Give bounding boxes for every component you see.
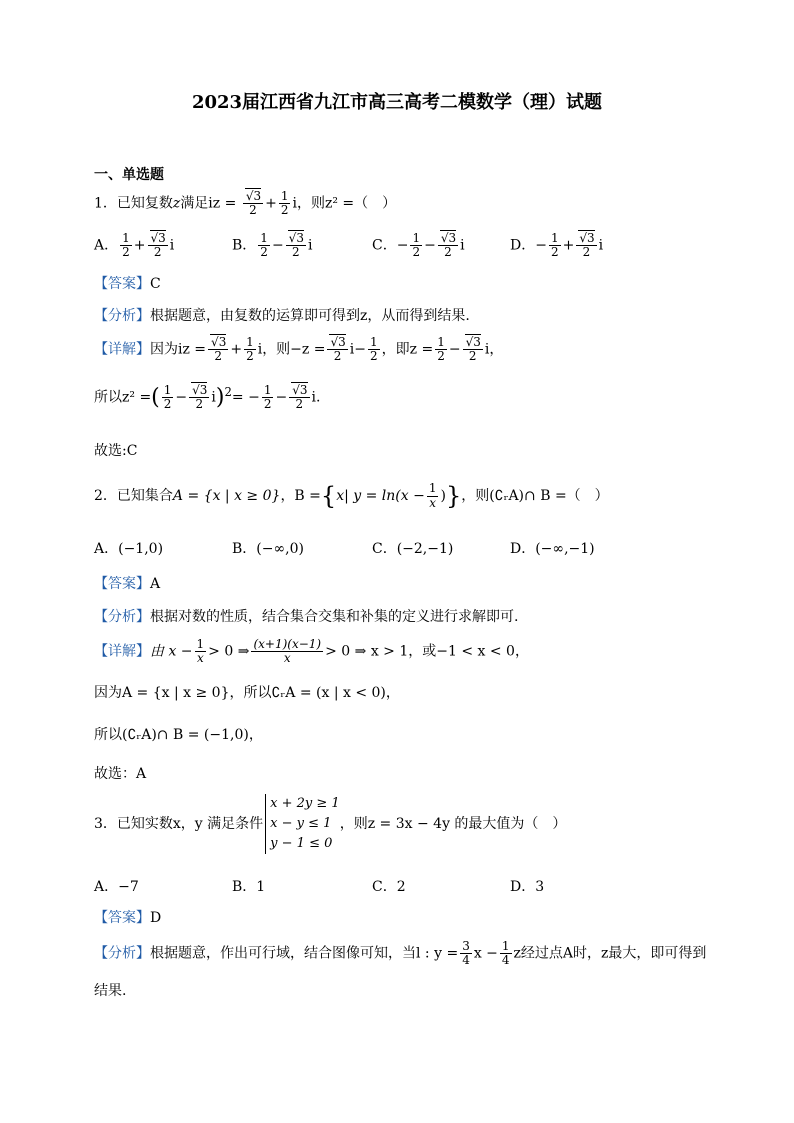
q1-option-b: B． $\frac{1}{2}$ − $\frac{√3}{2}$ i <box>232 231 313 260</box>
q2-answer: 【答案】A <box>94 576 161 592</box>
constraint-system: x + 2y ≥ 1 x − y ≤ 1 y − 1 ≤ 0 <box>265 794 340 854</box>
q2-detail-line3: 所以(∁ᵣA)∩ B = (−1,0)， <box>94 727 263 743</box>
q3-stem: 3．已知实数x，y 满足条件 x + 2y ≥ 1 x − y ≤ 1 y − 1 ≤ 0 ，则z = 3x − 4y 的最大值为（ ） <box>94 794 566 854</box>
q1-detail: 【详解】因为iz = $\frac{√3}{2}$ + $\frac{1}{2}$ i，则−z = $\frac{√3}{2}$ i− $\frac{1}{2}$ ，即z = $\frac{1}{2}$ − $\frac{√3}{2}$ i， <box>94 335 504 364</box>
page-title: 2023届江西省九江市高三高考二模数学（理）试题 <box>191 92 603 113</box>
q3-answer: 【答案】D <box>94 910 162 926</box>
q1-analysis: 【分析】根据题意，由复数的运算即可得到z，从而得到结果. <box>94 308 470 324</box>
q1-answer: 【答案】C <box>94 276 161 292</box>
q1-conclusion: 故选:C <box>94 443 138 459</box>
q2-option-c: C．(−2,−1) <box>372 541 454 557</box>
q3-option-a: A．−7 <box>94 879 139 895</box>
fraction: $\frac{1}{2}$ <box>280 189 289 218</box>
q3-analysis-line2: 结果. <box>94 983 127 999</box>
q3-option-d: D．3 <box>510 879 545 895</box>
q3-option-c: C．2 <box>372 879 406 895</box>
q1-option-a: A． $\frac{1}{2}$ + $\frac{√3}{2}$ i <box>94 231 175 260</box>
q2-option-b: B．(−∞,0) <box>232 541 304 557</box>
q2-option-a: A．(−1,0) <box>94 541 164 557</box>
q1-option-d: D．− $\frac{1}{2}$ + $\frac{√3}{2}$ i <box>510 231 604 260</box>
q2-detail: 【详解】由 x − $\frac{1}{x}$ > 0 ⇒ $\frac{(x+1)(x-1)}{x}$ > 0 ⇒ x > 1，或−1 < x < 0， <box>94 637 529 666</box>
q2-option-d: D．(−∞,−1) <box>510 541 595 557</box>
q3-analysis: 【分析】根据题意，作出可行域，结合图像可知，当l : y = $\frac{3}{4}$ x − $\frac{1}{4}$ z经过点A时，z最大，即可得到 <box>94 939 707 968</box>
q3-option-b: B．1 <box>232 879 266 895</box>
q1-stem: 1．已知复数z满足iz = $\frac{√3}{2}$ + $\frac{1}{2}$ i，则z² =（ ） <box>94 189 397 218</box>
q1-option-c: C．− $\frac{1}{2}$ − $\frac{√3}{2}$ i <box>372 231 465 260</box>
section-heading: 一、单选题 <box>94 167 164 183</box>
q1-detail-line2: 所以z² =( $\frac{1}{2}$ − $\frac{√3}{2}$ i)$^2$= − $\frac{1}{2}$ − $\frac{√3}{2}$ i. <box>94 383 321 412</box>
q2-conclusion: 故选：A <box>94 766 147 782</box>
q2-stem: 2．已知集合A = {x | x ≥ 0}，B ={x| y = ln(x − $\frac{1}{x}$ )}，则(∁ᵣA)∩ B =（ ） <box>94 481 609 510</box>
q2-analysis: 【分析】根据对数的性质，结合集合交集和补集的定义进行求解即可. <box>94 609 519 625</box>
fraction: $\frac{√3}{2}$ <box>243 190 263 217</box>
q2-detail-line2: 因为A = {x | x ≥ 0}，所以∁ᵣA = (x | x < 0)， <box>94 685 400 701</box>
